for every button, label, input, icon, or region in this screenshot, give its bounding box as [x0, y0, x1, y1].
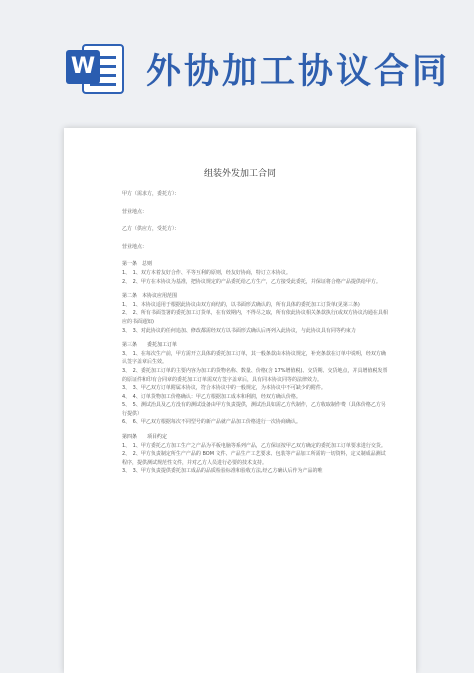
clause-paragraph: 1、 1、甲方委托乙方加工生产之产品为平板电脑等系列产品，乙方保证按甲乙双方确定的委托加工订单要求进行交货。	[122, 442, 386, 449]
party-a-line: 甲方（需求方，委托方）：	[122, 191, 180, 197]
party-b-line: 乙方（供应方，受托方）：	[122, 226, 180, 233]
document-page	[64, 128, 416, 673]
banner-title: 外协加工协议合同	[146, 52, 451, 92]
section-heading: 第一条 总则	[122, 261, 153, 268]
clause-paragraph: 2、 2、所有书面签署的委托加工订货单，在有效期内，不得尽之取，所有依此协议相关条款执行(或双方协议沟通在具相应的书面通知)	[122, 310, 388, 325]
clause-paragraph: 3、 3、甲乙双方订单附属本协议，符合本协议中的一般规定，为本协议中不可缺少的附件。	[122, 385, 326, 392]
clause-paragraph: 2、 2、甲方在本协议为基准，把协议规定的产品委托给乙方生产，乙方接受此委托，并保证将合格产品提供给甲方。	[122, 278, 381, 285]
word-document-icon	[66, 40, 126, 98]
header-banner	[0, 0, 474, 135]
section-heading: 第二条 本协议应用范围	[122, 293, 178, 300]
clause-paragraph: 5、 5、测试治具及乙方没有的测试设备由甲方负责提供，测试治具如需乙方代制作，乙方收取制作费（具体价格乙方另行提供）	[122, 402, 386, 417]
clause-paragraph: 4、 4、订单货物加工价格确认：甲乙方根据加工成本和利润，经双方确认价格。	[122, 393, 301, 400]
clause-paragraph: 6、 6、甲乙双方根据每次不同型号的新产品就产品加工价格进行一次协商确认。	[122, 419, 301, 426]
document-title: 组装外发加工合同	[203, 169, 276, 179]
clause-paragraph: 3、 1、在每次生产前，甲方需开立具体的委托加工订单，其一般条款由本协议规定，补充条款在订单中说明，经双方确认签字盖章后生效。	[122, 350, 386, 366]
document-body	[122, 190, 390, 476]
clause-paragraph: 3、 3、甲方负责提供委托加工成品的品质检验标准和验收方法,经乙方确认后作为产品的唯	[122, 468, 323, 475]
clause-paragraph: 2、 2、甲方负责制定所生产产品的 BOM 文件、产品生产工艺要求、包装等产品加工所需的一切资料，定义制成品测试程序，提供测试规范性文件，并对乙方人员进行必要的技术支持。	[122, 451, 386, 466]
clause-paragraph: 1、 1、双方本着友好合作、平等互利的原则，经友好协商，特订立本协议。	[122, 269, 291, 276]
party-a-address-line: 营业地点：	[122, 208, 148, 215]
section-heading: 第四条 项目约定	[122, 434, 168, 441]
clause-paragraph: 3、 3、对此协议的任何追加、修改都需经双方以书面形式确认后再列入此协议，与此协议具有同等约束力	[122, 327, 356, 334]
section-heading: 第三条 委托加工订单	[122, 342, 178, 349]
clause-paragraph: 1、 1、本协议适用于根据此协议由双方商结的，以书面形式确认的，所有具体的委托加工订货单(见第三条)	[122, 301, 360, 308]
party-b-address-line: 营业地点：	[122, 243, 148, 250]
clause-paragraph: 3、 2、委托加工订单的主要内容为加工的货物名称、数量、价格(含 17%增值税)、交货期、交货地点，并具增值税发票的原证件和印有合同章的委托加工订单需双方签字盖章后，具有同本协议同等的法律效力。	[122, 367, 388, 383]
word-letter-badge: W	[66, 50, 100, 84]
